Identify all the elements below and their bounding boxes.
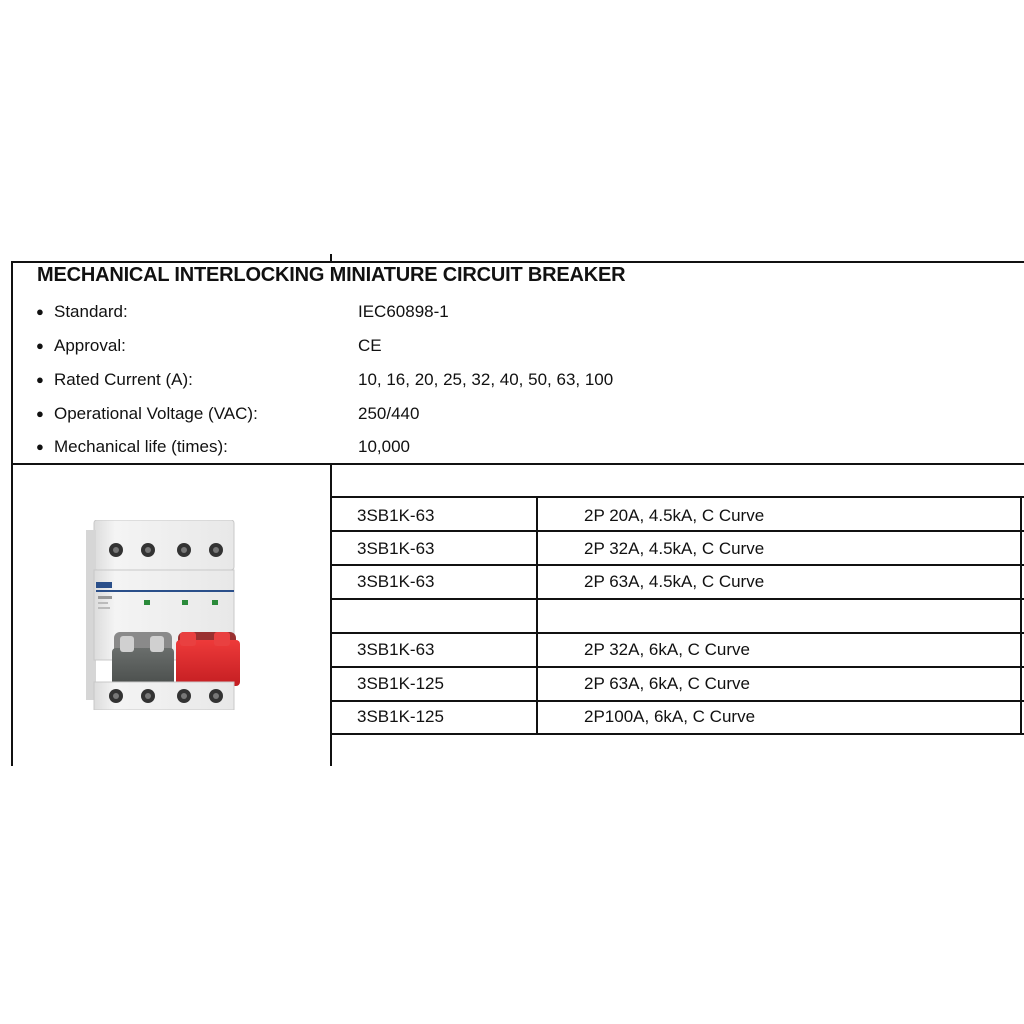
model-cell: 3SB1K-63: [357, 572, 435, 591]
description-cell: 2P 63A, 6kA, C Curve: [584, 674, 750, 693]
table-row-line: [331, 632, 1024, 634]
table-column-divider: [536, 497, 538, 733]
left-border: [11, 261, 13, 766]
spec-label: Standard:: [54, 302, 128, 321]
spec-value: 10,000: [358, 437, 410, 456]
table-row-line: [331, 700, 1024, 702]
model-cell: 3SB1K-125: [357, 707, 444, 726]
model-cell: 3SB1K-63: [357, 539, 435, 558]
top-border: [12, 261, 1024, 263]
page-title: MECHANICAL INTERLOCKING MINIATURE CIRCUIT BREAKER: [37, 264, 626, 286]
bullet-icon: ●: [36, 372, 44, 387]
table-row-line: [331, 496, 1024, 498]
description-cell: 2P 63A, 4.5kA, C Curve: [584, 572, 765, 591]
spec-value: IEC60898-1: [358, 302, 449, 321]
description-cell: 2P 32A, 6kA, C Curve: [584, 640, 750, 659]
specs-bottom-border: [12, 463, 1024, 465]
spec-label: Approval:: [54, 336, 126, 355]
table-bottom-border: [331, 733, 1024, 735]
table-row-line: [331, 564, 1024, 566]
spec-label: Rated Current (A):: [54, 370, 193, 389]
description-cell: 2P100A, 6kA, C Curve: [584, 707, 756, 726]
model-cell: 3SB1K-125: [357, 674, 444, 693]
spec-value: 10, 16, 20, 25, 32, 40, 50, 63, 100: [358, 370, 614, 389]
table-row-line: [331, 598, 1024, 600]
spec-label: Operational Voltage (VAC):: [54, 404, 258, 423]
bullet-icon: ●: [36, 338, 44, 353]
spec-label: Mechanical life (times):: [54, 437, 228, 456]
spec-value: 250/440: [358, 404, 420, 423]
bullet-icon: ●: [36, 406, 44, 421]
table-row-line: [331, 530, 1024, 532]
model-cell: 3SB1K-63: [357, 640, 435, 659]
circuit-breaker-icon: [86, 520, 242, 710]
spec-value: CE: [358, 336, 382, 355]
description-cell: 2P 20A, 4.5kA, C Curve: [584, 506, 765, 525]
bullet-icon: ●: [36, 439, 44, 454]
model-cell: 3SB1K-63: [357, 506, 435, 525]
table-row-line: [331, 666, 1024, 668]
bullet-icon: ●: [36, 304, 44, 319]
top-tick: [330, 254, 332, 262]
table-right-border: [1020, 497, 1022, 733]
description-cell: 2P 32A, 4.5kA, C Curve: [584, 539, 765, 558]
table-left-border: [330, 464, 332, 766]
